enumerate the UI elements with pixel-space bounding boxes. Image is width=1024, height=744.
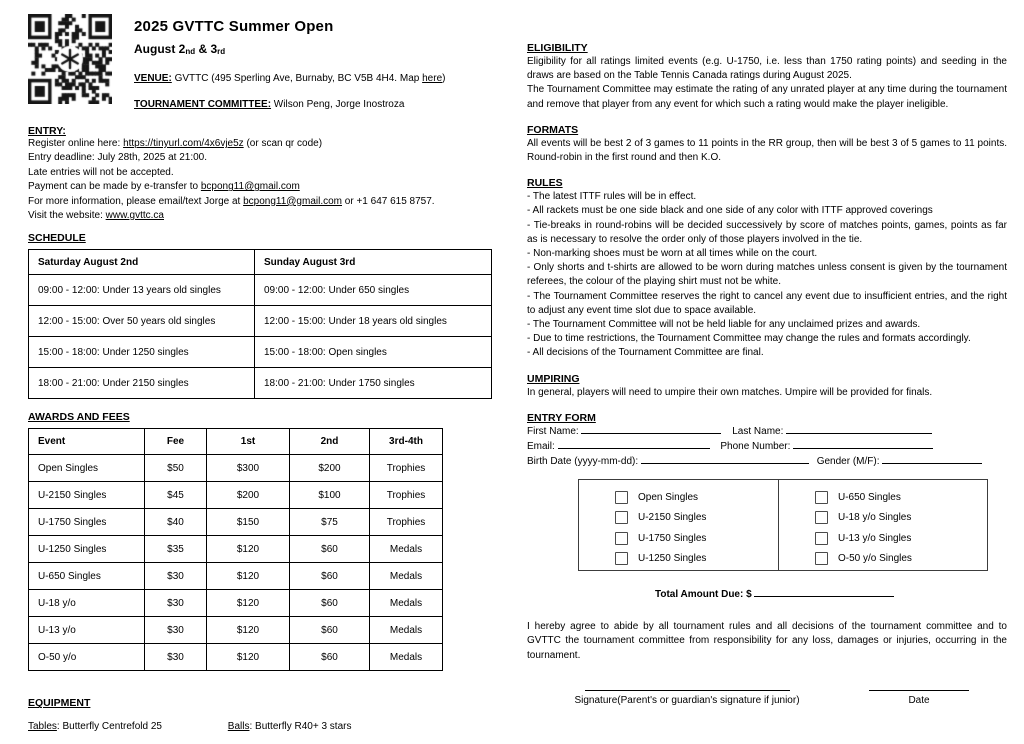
awards-cell: $120 [207,644,290,671]
list-item [615,532,778,545]
event-date: August 2nd & 3rd [134,42,226,56]
schedule-section-heading: SCHEDULE [28,232,86,245]
event-checkbox-label: U-1750 Singles [638,532,707,544]
awards-cell: U-2150 Singles [29,482,145,509]
awards-cell: $120 [207,617,290,644]
email-field[interactable] [558,439,710,449]
awards-cell: $40 [145,509,207,536]
u13-singles-checkbox[interactable] [815,532,828,545]
rules-item: - All decisions of the Tournament Committee are final. [527,347,764,359]
entry-line: Payment can be made by e-transfer to bcpong11@gmail.com [28,181,300,193]
u2150-singles-checkbox[interactable] [615,511,628,524]
map-link[interactable]: here [422,73,443,84]
list-item [615,491,778,504]
rules-item: - Non-marking shoes must be worn at all times while on the court. [527,248,818,260]
entry-heading: ENTRY: [28,125,66,137]
signature-label: Signature(Parent's or guardian's signature if junior) [574,695,800,707]
signature-line[interactable] [585,690,790,691]
entry-line: For more information, please email/text Jorge at bcpong11@gmail.com or +1 647 615 8757. [28,195,435,207]
umpiring-heading: UMPIRING [527,372,580,385]
rules-heading: RULES [527,177,563,190]
header [28,14,491,110]
event-checkbox-label: U-18 y/o Singles [838,512,912,524]
event-checkbox-label: U-1250 Singles [638,553,707,565]
email-label: Email: [527,440,555,452]
awards-cell: $120 [207,563,290,590]
o50-singles-checkbox[interactable] [815,552,828,565]
awards-cell: $35 [145,536,207,563]
date-block [859,690,979,706]
rules-item: - Due to time restrictions, the Tournament Committee may change the rules and formats accordingly. [527,333,971,345]
entry-line: Register online here: https://tinyurl.com/4x6vje5z (or scan qr code) [28,138,323,149]
committee-label: TOURNAMENT COMMITTEE: [134,99,272,110]
venue-line: VENUE: GVTTC (495 Sperling Ave, Burnaby, BC V5B 4H4. Map here) [134,73,446,84]
schedule-header-saturday: Saturday August 2nd [29,250,255,275]
last-name-field[interactable] [786,424,932,434]
awards-cell: $200 [290,455,370,482]
equipment-line [28,721,491,732]
awards-header-fee: Fee [145,429,207,455]
entry-section [28,125,491,223]
rules-item: - Only shorts and t-shirts are allowed to be worn during matches unless consent is given by the tournament referees, the colour of the playing shirt must not be white. [527,262,1007,288]
table-row [29,563,443,590]
website-link[interactable]: www.gvttc.ca [105,210,164,222]
agreement-text: I hereby agree to abide by all tournament rules and all decisions of the tournament committee and to GVTTC the tournament committee from responsibility for any loss, damages or injuries, occurring in the tournament. [527,620,1007,661]
awards-cell: U-1250 Singles [29,536,145,563]
table-row [29,455,443,482]
list-item [615,511,778,524]
schedule-cell: 12:00 - 15:00: Under 18 years old singles [255,306,492,337]
schedule-cell: 18:00 - 21:00: Under 2150 singles [29,368,255,399]
event-checkbox-label: U-13 y/o Singles [838,532,912,544]
info-email-link[interactable]: bcpong11@gmail.com [243,195,342,207]
awards-cell: Trophies [370,482,443,509]
entry-line: Entry deadline: July 28th, 2025 at 21:00. [28,152,208,164]
header-text [134,14,445,110]
list-item [615,552,778,565]
awards-cell: $60 [290,617,370,644]
formats-paragraph: All events will be best 2 of 3 games to 11 points in the RR group, then will be best 3 of 5 games to 11 points. Round-robin in the first round and then K.O. [527,137,1007,164]
entry-form-section [527,412,1007,706]
gender-label: Gender (M/F): [816,455,880,467]
awards-header-1st: 1st [207,429,290,455]
date-line[interactable] [869,690,969,691]
awards-cell: $75 [290,509,370,536]
rules-section [527,177,1007,360]
equipment-section [28,697,491,732]
awards-fees-table [28,428,443,671]
awards-cell: $60 [290,644,370,671]
birth-gender-row [527,454,1007,469]
event-checkbox-label: U-2150 Singles [638,512,707,524]
date-label: Date [908,695,930,707]
event-checkbox-label: Open Singles [638,491,699,503]
event-column-right [779,480,979,570]
table-row [29,644,443,671]
rules-item: - The Tournament Committee reserves the right to cancel any event due to insufficient entries, and the right to adjust any event time slot due to space available. [527,290,1007,316]
register-link[interactable]: https://tinyurl.com/4x6vje5z [123,138,244,149]
table-row [29,482,443,509]
schedule-cell: 15:00 - 18:00: Under 1250 singles [29,337,255,368]
table-row [29,368,492,399]
payment-email-link[interactable]: bcpong11@gmail.com [200,181,300,193]
table-row [29,306,492,337]
first-name-label: First Name: [527,425,579,437]
awards-section-heading: AWARDS AND FEES [28,411,130,424]
ordinal-suffix: nd [185,47,196,56]
u1250-singles-checkbox[interactable] [615,552,628,565]
umpiring-paragraph: In general, players will need to umpire their own matches. Umpire will be provided for finals. [527,386,933,398]
awards-header-3rd4th: 3rd-4th [370,429,443,455]
awards-cell: $60 [290,536,370,563]
signature-block [557,690,817,706]
table-row [29,509,443,536]
list-item [815,532,979,545]
awards-cell: $300 [207,455,290,482]
awards-cell: $30 [145,563,207,590]
total-amount-row [655,587,1007,600]
awards-cell: $120 [207,536,290,563]
awards-cell: $100 [290,482,370,509]
awards-header-2nd: 2nd [290,429,370,455]
schedule-cell: 18:00 - 21:00: Under 1750 singles [255,368,492,399]
list-item [815,491,979,504]
awards-cell: $150 [207,509,290,536]
awards-cell: U-1750 Singles [29,509,145,536]
phone-label: Phone Number: [720,440,791,452]
phone-field[interactable] [793,439,933,449]
awards-cell: $30 [145,590,207,617]
awards-cell: Medals [370,536,443,563]
schedule-cell: 12:00 - 15:00: Over 50 years old singles [29,306,255,337]
eligibility-paragraph: Eligibility for all ratings limited events (e.g. U-1750, i.e. less than 1750 rating points) and seeding in the draws are based on the Table Tennis Canada ratings during August 2025. [527,56,1007,82]
event-checkbox-label: U-650 Singles [838,491,901,503]
total-amount-label: Total Amount Due: $ [655,588,752,600]
schedule-cell: 09:00 - 12:00: Under 13 years old singles [29,275,255,306]
awards-cell: U-18 y/o [29,590,145,617]
equipment-heading: EQUIPMENT [28,697,91,710]
event-column-left [579,480,779,570]
awards-cell: Medals [370,590,443,617]
first-name-field[interactable] [581,424,721,434]
awards-cell: $200 [207,482,290,509]
rules-item: - The Tournament Committee will not be held liable for any unclaimed prizes and awards. [527,319,921,331]
open-singles-checkbox[interactable] [615,491,628,504]
awards-cell: U-13 y/o [29,617,145,644]
awards-cell: $45 [145,482,207,509]
birth-date-field[interactable] [641,454,809,464]
rules-item: - All rackets must be one side black and one side of any color with ITTF approved coverings [527,205,933,217]
entry-line: Visit the website: www.gvttc.ca [28,210,164,222]
rules-item: - Tie-breaks in round-robins will be decided successively by score of matches points, games, points as far as is necessary to resolve the order only of those players involved in the tie. [527,219,1007,245]
eligibility-paragraph: The Tournament Committee may estimate the rating of any unrated player at any time during the tournament and remove that player from any event for which such a rating would make the player ineligible. [527,84,1007,110]
awards-cell: Medals [370,563,443,590]
schedule-cell: 15:00 - 18:00: Open singles [255,337,492,368]
ordinal-suffix: rd [217,47,226,56]
page-title: 2025 GVTTC Summer Open [134,18,334,35]
awards-cell: Open Singles [29,455,145,482]
u650-singles-checkbox[interactable] [815,491,828,504]
total-amount-field[interactable] [754,587,894,597]
table-row [29,536,443,563]
table-row [29,275,492,306]
event-checkbox-label: O-50 y/o Singles [838,553,912,565]
awards-cell: Medals [370,617,443,644]
awards-cell: $120 [207,590,290,617]
awards-cell: $60 [290,563,370,590]
awards-cell: $50 [145,455,207,482]
event-selection-box [578,479,988,571]
u1750-singles-checkbox[interactable] [615,532,628,545]
eligibility-section [527,42,1007,112]
schedule-cell: 09:00 - 12:00: Under 650 singles [255,275,492,306]
signature-row [527,690,1007,706]
venue-label: VENUE: [134,73,172,84]
awards-cell: O-50 y/o [29,644,145,671]
awards-cell: Trophies [370,455,443,482]
equipment-tables: Tables: Butterfly Centrefold 25 [28,721,162,733]
eligibility-heading: ELIGIBILITY [527,42,588,54]
table-row [29,590,443,617]
umpiring-section [527,373,1007,400]
entry-line: Late entries will not be accepted. [28,166,174,178]
awards-cell: $30 [145,644,207,671]
right-column [527,42,1007,706]
left-column [28,14,491,732]
rules-item: - The latest ITTF rules will be in effect. [527,191,697,203]
schedule-header-sunday: Sunday August 3rd [255,250,492,275]
qr-code [28,14,112,104]
awards-cell: Medals [370,644,443,671]
awards-header-event: Event [29,429,145,455]
formats-heading: FORMATS [527,123,579,136]
committee-line: TOURNAMENT COMMITTEE: Wilson Peng, Jorge Inostroza [134,99,405,110]
formats-section [527,124,1007,165]
table-row [29,337,492,368]
u18-singles-checkbox[interactable] [815,511,828,524]
table-row [29,617,443,644]
list-item [815,511,979,524]
list-item [815,552,979,565]
awards-cell: U-650 Singles [29,563,145,590]
awards-cell: Trophies [370,509,443,536]
awards-cell: $30 [145,617,207,644]
birth-date-label: Birth Date (yyyy-mm-dd): [527,455,639,467]
equipment-balls: Balls: Butterfly R40+ 3 stars [227,721,352,733]
contact-fields-row [527,439,1007,454]
entry-form-heading: ENTRY FORM [527,411,596,424]
last-name-label: Last Name: [732,425,784,437]
name-fields-row [527,424,1007,439]
schedule-table [28,249,492,399]
gender-field[interactable] [882,454,982,464]
awards-cell: $60 [290,590,370,617]
